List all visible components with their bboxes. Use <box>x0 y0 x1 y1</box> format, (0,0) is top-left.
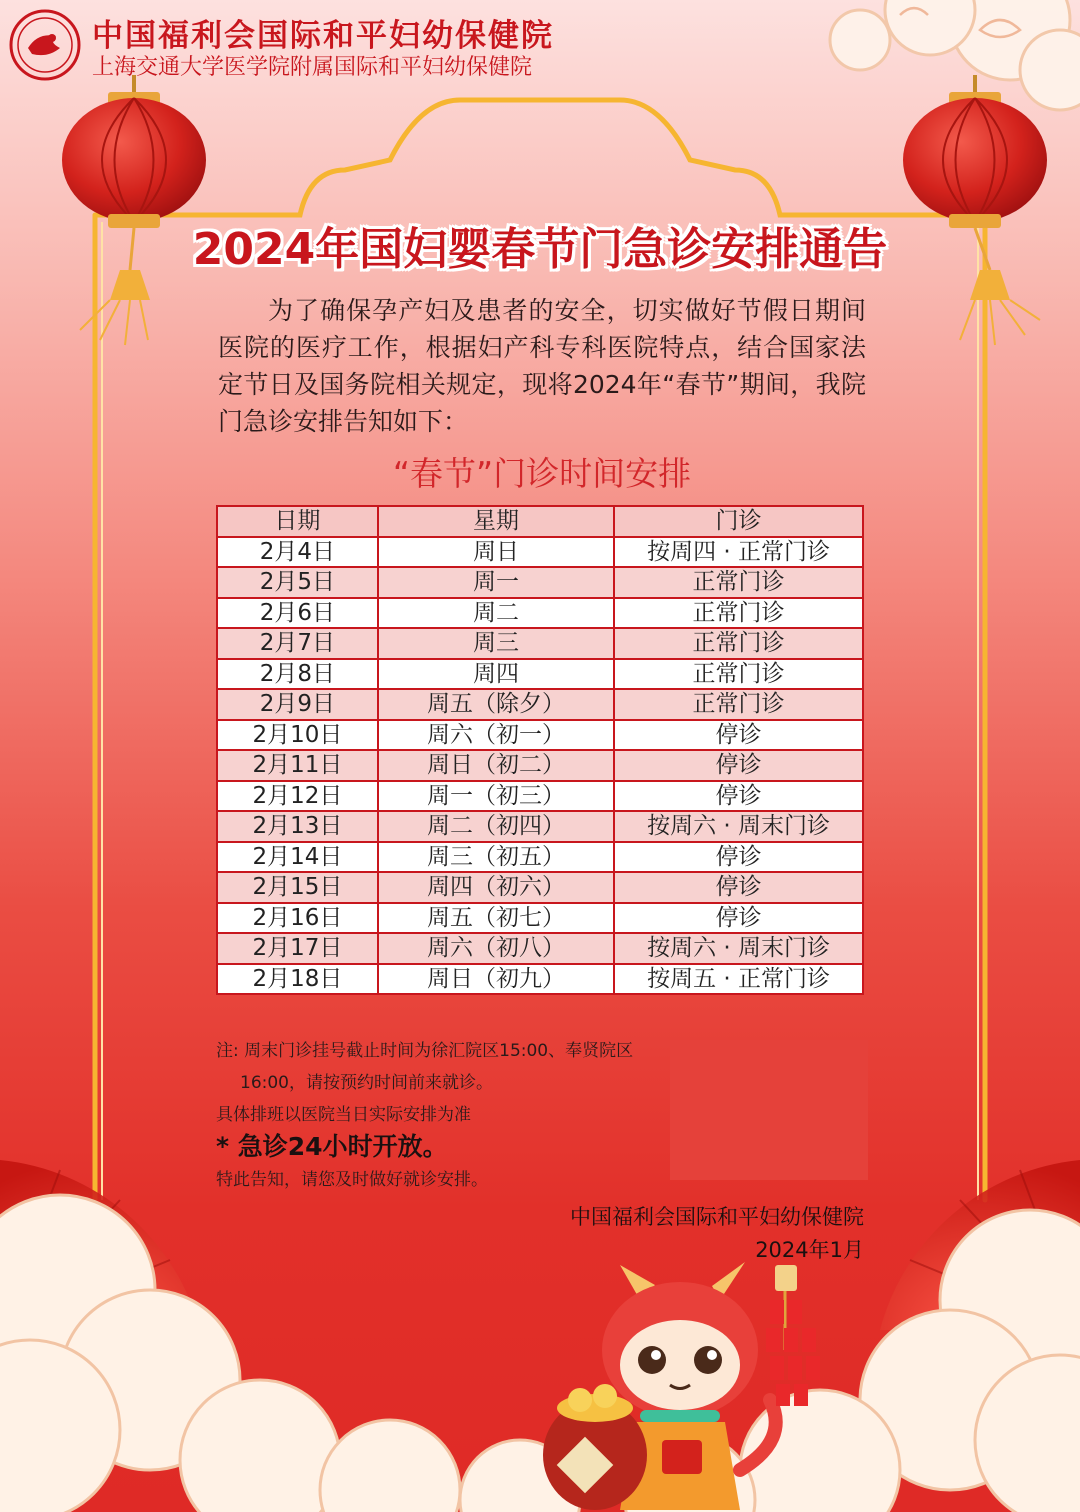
cell-weekday: 周三 <box>378 628 614 659</box>
cell-clinic: 停诊 <box>614 750 863 781</box>
cell-weekday: 周四 <box>378 659 614 690</box>
table-row <box>217 781 863 812</box>
cell-clinic: 正常门诊 <box>614 598 863 629</box>
cell-date: 2月8日 <box>217 659 378 690</box>
table-row <box>217 537 863 568</box>
table-row <box>217 872 863 903</box>
cell-weekday: 周六（初一） <box>378 720 614 751</box>
cell-weekday: 周一（初三） <box>378 781 614 812</box>
cell-clinic: 正常门诊 <box>614 689 863 720</box>
note-line-3: 具体排班以医院当日实际安排为准 <box>216 1105 471 1125</box>
cell-date: 2月15日 <box>217 872 378 903</box>
cell-clinic: 按周六 · 周末门诊 <box>614 811 863 842</box>
cell-date: 2月18日 <box>217 964 378 995</box>
intro-text: 为了确保孕产妇及患者的安全，切实做好节假日期间医院的医疗工作，根据妇产科专科医院特点，结合国家法定节日及国务院相关规定，现将2024年“春节”期间，我院门急诊安排告知如下： <box>218 296 866 436</box>
hospital-name: 中国福利会国际和平妇幼保健院 <box>92 18 554 54</box>
table-row <box>217 720 863 751</box>
cell-clinic: 正常门诊 <box>614 659 863 690</box>
table-row <box>217 689 863 720</box>
cell-clinic: 停诊 <box>614 842 863 873</box>
cell-weekday: 周五（初七） <box>378 903 614 934</box>
cell-date: 2月10日 <box>217 720 378 751</box>
cell-date: 2月5日 <box>217 567 378 598</box>
cell-weekday: 周六（初八） <box>378 933 614 964</box>
emergency-notice: * 急诊24小时开放。 <box>216 1132 448 1161</box>
cell-weekday: 周日 <box>378 537 614 568</box>
cell-clinic: 停诊 <box>614 781 863 812</box>
cell-weekday: 周一 <box>378 567 614 598</box>
cell-date: 2月14日 <box>217 842 378 873</box>
cell-weekday: 周三（初五） <box>378 842 614 873</box>
table-header-row <box>217 506 863 537</box>
cell-clinic: 停诊 <box>614 720 863 751</box>
cell-clinic: 正常门诊 <box>614 628 863 659</box>
table-row <box>217 598 863 629</box>
table-row <box>217 659 863 690</box>
table-row <box>217 811 863 842</box>
note-line-1: 注: 周末门诊挂号截止时间为徐汇院区15:00、奉贤院区 <box>216 1041 634 1061</box>
redacted-area <box>670 1040 868 1180</box>
cell-weekday: 周日（初二） <box>378 750 614 781</box>
hospital-subname: 上海交通大学医学院附属国际和平妇幼保健院 <box>92 55 533 80</box>
cell-date: 2月6日 <box>217 598 378 629</box>
cell-clinic: 按周四 · 正常门诊 <box>614 537 863 568</box>
cell-clinic: 停诊 <box>614 872 863 903</box>
cell-date: 2月7日 <box>217 628 378 659</box>
table-row <box>217 933 863 964</box>
page-title: 2024年国妇婴春节门急诊安排通告 <box>192 224 888 275</box>
schedule-title: “春节”门诊时间安排 <box>392 454 692 493</box>
cell-date: 2月4日 <box>217 537 378 568</box>
cell-date: 2月11日 <box>217 750 378 781</box>
header-weekday: 星期 <box>378 506 614 537</box>
cloud-icon <box>0 1195 1080 1512</box>
signature-date: 2024年1月 <box>755 1238 864 1262</box>
firecracker-icon <box>766 1265 820 1406</box>
lantern-icon <box>903 75 1047 345</box>
cell-date: 2月17日 <box>217 933 378 964</box>
table-row <box>217 964 863 995</box>
lantern-icon <box>62 75 206 345</box>
cell-clinic: 按周五 · 正常门诊 <box>614 964 863 995</box>
cell-date: 2月16日 <box>217 903 378 934</box>
table-row <box>217 842 863 873</box>
table-row <box>217 750 863 781</box>
cell-weekday: 周二 <box>378 598 614 629</box>
intro-paragraph <box>218 292 866 440</box>
closing-note: 特此告知，请您及时做好就诊安排。 <box>216 1170 488 1190</box>
table-row <box>217 567 863 598</box>
schedule-table <box>216 505 864 995</box>
cell-date: 2月9日 <box>217 689 378 720</box>
header-clinic: 门诊 <box>614 506 863 537</box>
cell-weekday: 周日（初九） <box>378 964 614 995</box>
note-line-2: 16:00，请按预约时间前来就诊。 <box>240 1073 493 1093</box>
cell-clinic: 正常门诊 <box>614 567 863 598</box>
cell-date: 2月12日 <box>217 781 378 812</box>
cell-date: 2月13日 <box>217 811 378 842</box>
cell-weekday: 周五（除夕） <box>378 689 614 720</box>
header-date: 日期 <box>217 506 378 537</box>
cell-clinic: 停诊 <box>614 903 863 934</box>
signature-org: 中国福利会国际和平妇幼保健院 <box>570 1205 864 1229</box>
cell-weekday: 周二（初四） <box>378 811 614 842</box>
hospital-logo <box>8 8 82 82</box>
table-row <box>217 628 863 659</box>
cell-weekday: 周四（初六） <box>378 872 614 903</box>
table-row <box>217 903 863 934</box>
cell-clinic: 按周六 · 周末门诊 <box>614 933 863 964</box>
